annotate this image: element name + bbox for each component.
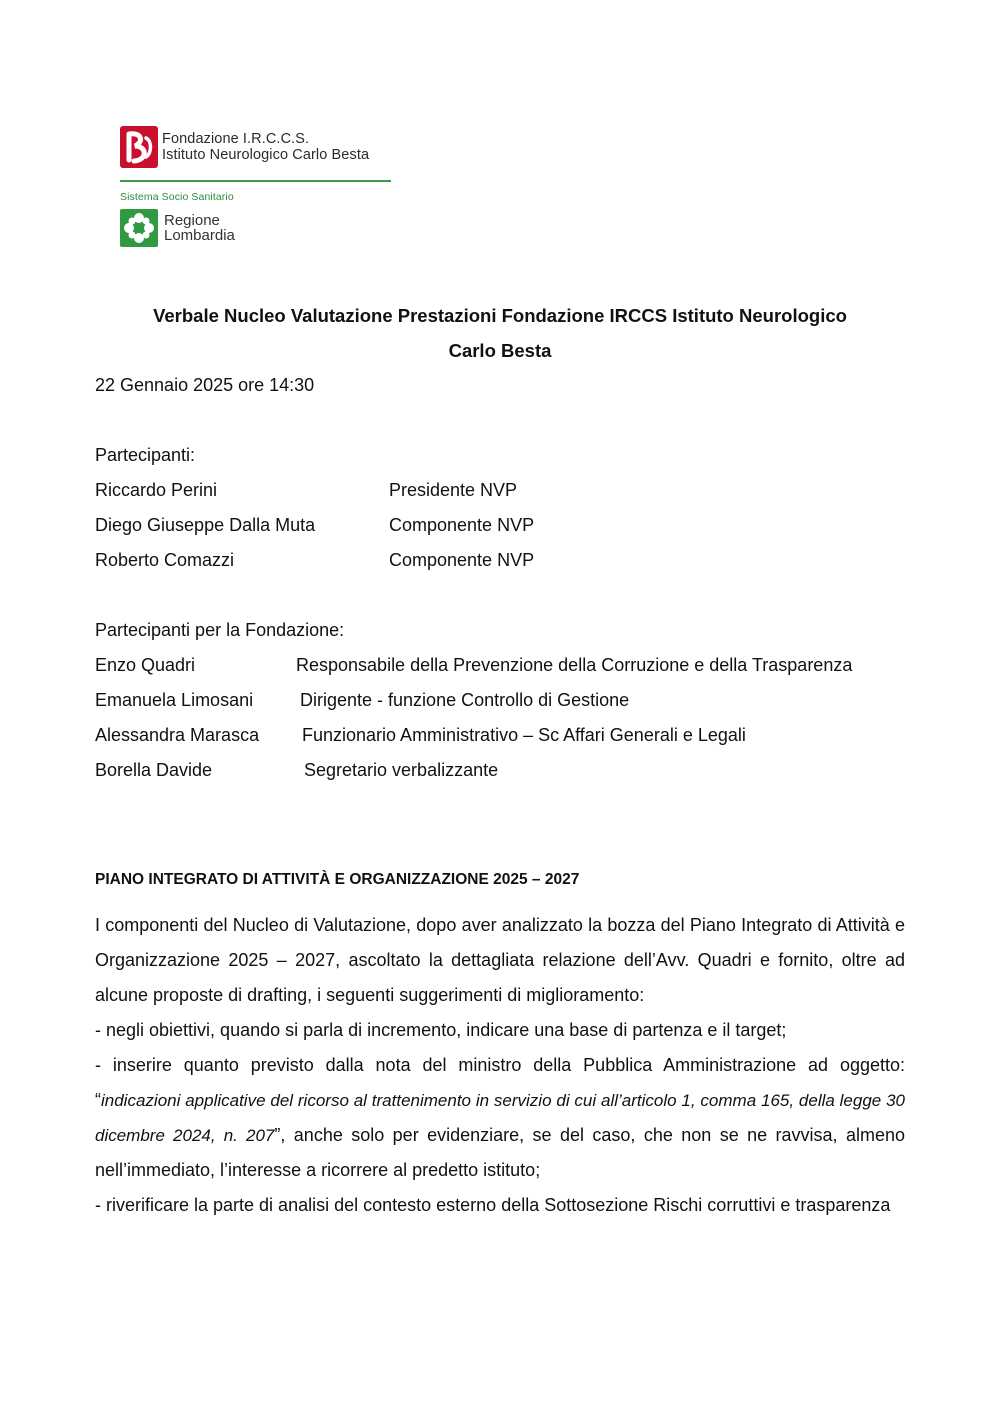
- foundation-participant-role: Segretario verbalizzante: [304, 760, 499, 780]
- participant-name: Diego Giuseppe Dalla Muta: [95, 515, 316, 535]
- foundation-participant-role: Dirigente - funzione Controllo di Gestione: [300, 690, 630, 710]
- document-title-line-1: Verbale Nucleo Valutazione Prestazioni Fondazione IRCCS Istituto Neurologico: [153, 305, 847, 326]
- region-line-1: Regione: [164, 212, 220, 229]
- foundation-participant-name: Borella Davide: [95, 760, 213, 780]
- foundation-participant-name: Emanuela Limosani: [95, 690, 254, 710]
- participant-role: Componente NVP: [389, 515, 535, 535]
- participants-heading: Partecipanti:: [95, 445, 196, 465]
- foundation-participant-role: Responsabile della Prevenzione della Corruzione e della Trasparenza: [296, 655, 853, 675]
- besta-logo: [120, 126, 395, 168]
- system-label: Sistema Socio Sanitario: [120, 191, 234, 203]
- institute-line-1: Fondazione I.R.C.C.S.: [162, 131, 310, 147]
- participant-name: Riccardo Perini: [95, 480, 218, 500]
- suggestion-text: - inserire quanto previsto dalla nota del ministro della Pubblica Amministrazione ad oggetto: “: [95, 1055, 905, 1110]
- region-name: [164, 213, 235, 243]
- lombardia-logo: [120, 209, 395, 247]
- foundation-participant-name: Enzo Quadri: [95, 655, 196, 675]
- suggestion-item: - negli obiettivi, quando si parla di incremento, indicare una base di partenza e il target;: [95, 1020, 787, 1040]
- suggestion-text: ”, anche solo per evidenziare, se del caso, che non se ne ravvisa, almeno nell’immediato, l’interesse a ricorrere al predetto istituto;: [95, 1125, 905, 1180]
- participant-role: Componente NVP: [389, 550, 535, 570]
- meeting-date: 22 Gennaio 2025 ore 14:30: [95, 375, 315, 395]
- institute-line-2: Istituto Neurologico Carlo Besta: [162, 147, 370, 163]
- foundation-participant-name: Alessandra Marasca: [95, 725, 260, 745]
- section-heading: PIANO INTEGRATO DI ATTIVITÀ E ORGANIZZAZIONE 2025 – 2027: [95, 871, 580, 888]
- besta-logo-icon: [120, 126, 158, 168]
- institute-name: [162, 131, 369, 163]
- region-line-2: Lombardia: [164, 227, 235, 244]
- document-title-line-2: Carlo Besta: [448, 340, 552, 361]
- section-body: [95, 908, 905, 1223]
- suggestion-item: [95, 1048, 905, 1188]
- section-intro: I componenti del Nucleo di Valutazione, dopo aver analizzato la bozza del Piano Integrato di Attività e Organizzazione 2025 – 2027, ascoltato la dettagliata relazione dell’Avv. Quadri e fornito, oltre ad alcune proposte di drafting, i seguenti suggerimenti di miglioramento:: [95, 915, 905, 1005]
- logo-divider: [120, 180, 391, 182]
- suggestion-item: - riverificare la parte di analisi del contesto esterno della Sottosezione Rischi corruttivi e trasparenza: [95, 1195, 891, 1215]
- header-logo: [120, 126, 395, 247]
- quoted-note-title: indicazioni applicative del ricorso al trattenimento in servizio di cui all’articolo 1, comma 165, della legge 30 dicembre 2024, n. 207: [95, 1091, 905, 1145]
- foundation-participant-role: Funzionario Amministrativo – Sc Affari Generali e Legali: [302, 725, 746, 745]
- participant-role: Presidente NVP: [389, 480, 518, 500]
- foundation-participants-heading: Partecipanti per la Fondazione:: [95, 620, 345, 640]
- participant-name: Roberto Comazzi: [95, 550, 235, 570]
- lombardia-rose-icon: [120, 209, 158, 247]
